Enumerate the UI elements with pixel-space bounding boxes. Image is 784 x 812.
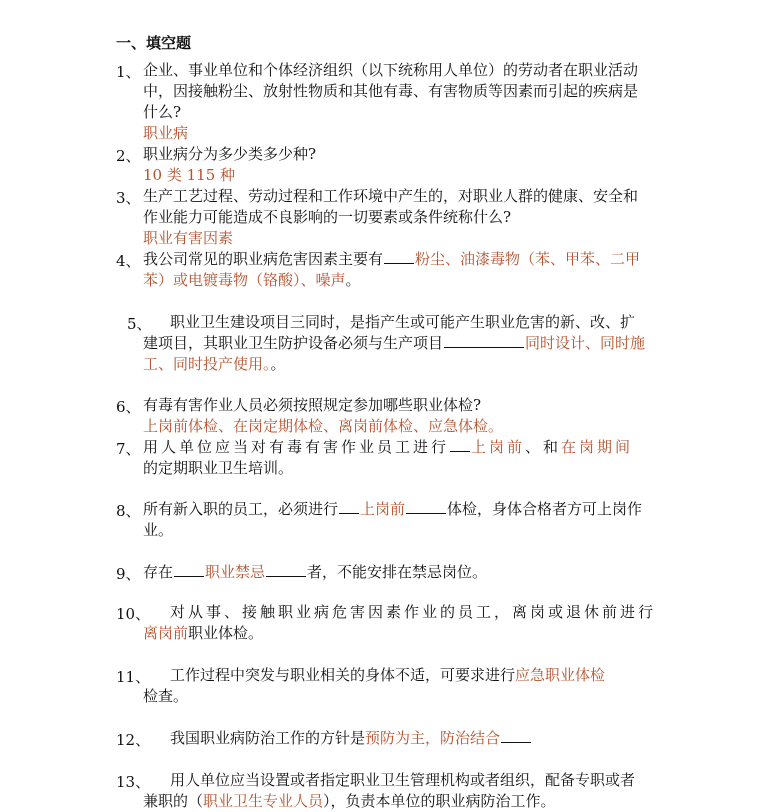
question-text: 工作过程中突发与职业相关的身体不适，可要求进行 <box>170 666 516 684</box>
question-text: 职业卫生建设项目三同时，是指产生或可能产生职业危害的新、改、扩 <box>170 313 636 331</box>
question-text: 兼职的（ <box>143 792 204 810</box>
question-number: 7、 <box>116 440 141 458</box>
answer-text: 职业禁忌 <box>205 563 266 581</box>
question-text: 作业能力可能造成不良影响的一切要素或条件统称什么? <box>143 208 512 226</box>
question-number: 2、 <box>116 147 141 165</box>
question-text: 体检，身体合格者方可上岗作 <box>447 500 643 518</box>
question-line <box>143 269 361 291</box>
question-text: 什么? <box>143 103 182 121</box>
question-line <box>143 622 263 644</box>
question-number: 10、 <box>116 605 151 623</box>
answer-text: 预防为主，防治结合 <box>365 729 501 747</box>
question-line <box>143 498 642 520</box>
question-text: 。 <box>345 271 361 289</box>
fill-blank <box>501 741 531 743</box>
question-text: 我公司常见的职业病危害因素主要有 <box>143 250 384 268</box>
question-number: 1、 <box>116 63 141 81</box>
question-text: 的定期职业卫生培训。 <box>143 459 294 477</box>
question-text: ），负责本单位的职业病防治工作。 <box>323 792 556 810</box>
question-number: 12、 <box>116 731 151 749</box>
question-text: 建项目，其职业卫生防护设备必须与生产项目 <box>143 334 444 352</box>
answer-text: 上岗前 <box>471 438 526 456</box>
question-text: 有毒有害作业人员必须按照规定参加哪些职业体检? <box>143 396 482 414</box>
question-number: 3、 <box>116 189 141 207</box>
question-text: 对从事、接触职业病危害因素作业的员工，离岗或退休前进行 <box>170 603 657 621</box>
question-text: 企业、事业单位和个体经济组织（以下统称用人单位）的劳动者在职业活动 <box>143 61 639 79</box>
question-line <box>170 727 532 749</box>
question-text: 我国职业病防治工作的方针是 <box>170 729 366 747</box>
question-text: 职业病分为多少类多少种? <box>143 145 317 163</box>
question-line <box>143 353 286 375</box>
question-number: 13、 <box>116 773 151 791</box>
question-text: 职业体检。 <box>188 624 264 642</box>
fill-blank <box>384 262 414 264</box>
question-line <box>143 561 487 583</box>
question-number: 6、 <box>116 398 141 416</box>
question-number: 11、 <box>116 668 151 686</box>
answer-text: 工、同时投产使用。 <box>143 355 271 373</box>
question-line <box>143 436 633 458</box>
question-line <box>170 664 605 686</box>
question-text: 中，因接触粉尘、放射性物质和其他有毒、有害物质等因素而引起的疾病是 <box>143 82 639 100</box>
answer-text: 应急职业体检 <box>515 666 606 684</box>
question-text: 生产工艺过程、劳动过程和工作环境中产生的，对职业人群的健康、安全和 <box>143 187 639 205</box>
answer-text: 同时设计、同时施 <box>525 334 646 352</box>
question-text: 业。 <box>143 521 174 539</box>
question-text: 存在 <box>143 563 174 581</box>
answer-text: 离岗前 <box>143 624 189 642</box>
answer-text: 苯）或电镀毒物（铬酸）、噪声 <box>143 271 346 289</box>
question-text: 用人单位应当对有毒有害作业员工进行 <box>143 438 450 456</box>
question-line <box>143 248 640 270</box>
question-text: 。 <box>270 355 286 373</box>
question-line <box>143 332 645 354</box>
question-text: 、和 <box>525 438 562 456</box>
question-number: 4、 <box>116 252 141 270</box>
question-number: 8、 <box>116 502 141 520</box>
answer-text: 粉尘、油漆毒物（苯、甲苯、二甲 <box>415 250 641 268</box>
question-number: 9、 <box>116 565 141 583</box>
fill-blank <box>444 346 524 348</box>
question-text: 用人单位应当设置或者指定职业卫生管理机构或者组织，配备专职或者 <box>170 771 636 789</box>
answer-text: 在岗期间 <box>561 438 634 456</box>
question-text: 所有新入职的员工，必须进行 <box>143 500 339 518</box>
fill-blank <box>266 575 306 577</box>
answer-text: 职业有害因素 <box>143 229 234 247</box>
answer-text: 10 类 115 种 <box>143 166 236 184</box>
answer-text: 上岗前 <box>360 500 406 518</box>
answer-text: 职业卫生专业人员 <box>203 792 324 810</box>
section-heading: 一、填空题 <box>116 34 192 52</box>
question-text: 检查。 <box>143 687 189 705</box>
answer-text: 上岗前体检、在岗定期体检、离岗前体检、应急体检。 <box>143 417 504 435</box>
fill-blank <box>174 575 204 577</box>
question-text: 者，不能安排在禁忌岗位。 <box>307 563 488 581</box>
fill-blank <box>450 450 470 452</box>
answer-text: 职业病 <box>143 124 189 142</box>
fill-blank <box>339 512 359 514</box>
question-number: 5、 <box>127 315 152 333</box>
fill-blank <box>406 512 446 514</box>
